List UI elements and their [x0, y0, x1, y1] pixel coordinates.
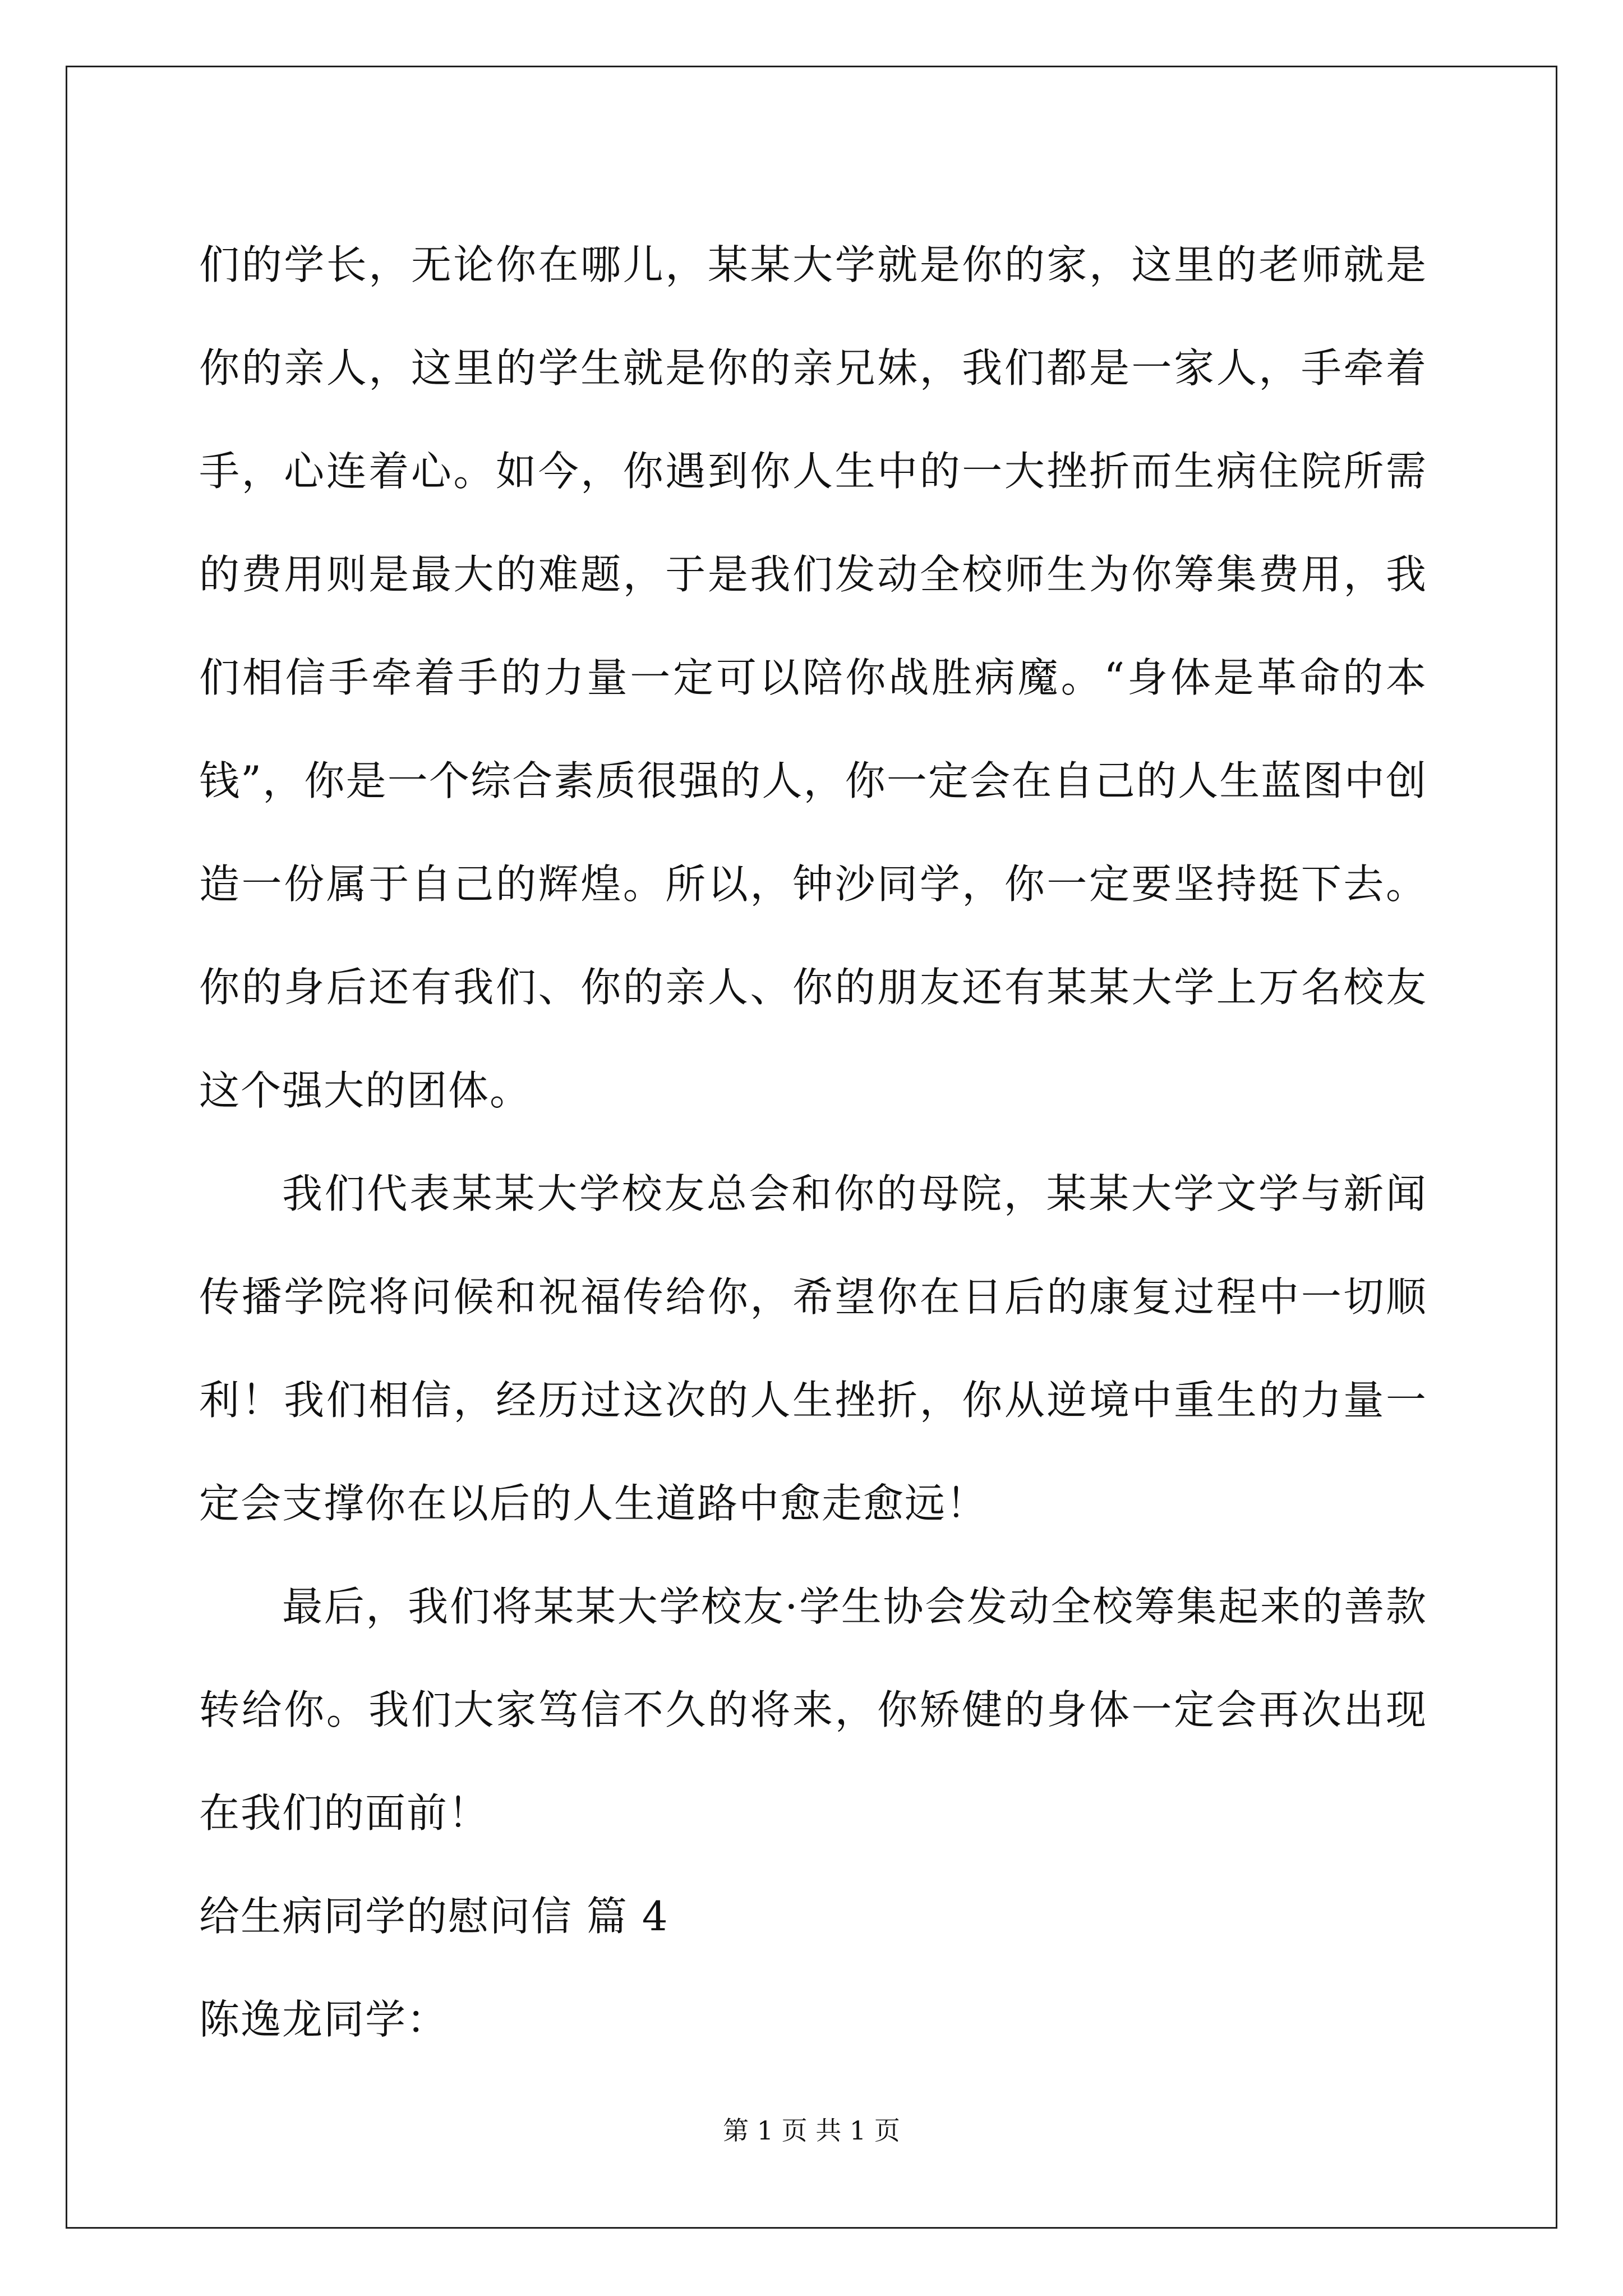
section-heading: 给生病同学的慰问信 篇 4: [199, 1893, 669, 1940]
paragraph-2: 我们代表某某大学校友总会和你的母院，某某大学文学与新闻传播学院将问候和祝福传给你，希望你在日后的康复过程中一切顺利！我们相信，经历过这次的人生挫折，你从逆境中重生的力量一定会支撑你在以后的人生道路中愈走愈远！: [199, 1170, 1427, 1527]
document-body: [199, 213, 1427, 2071]
paragraph-1: 们的学长，无论你在哪儿，某某大学就是你的家，这里的老师就是你的亲人，这里的学生就是你的亲兄妹，我们都是一家人，手牵着手，心连着心。如今，你遇到你人生中的一大挫折而生病住院所需的费用则是最大的难题，于是我们发动全校师生为你筹集费用，我们相信手牵着手的力量一定可以陪你战胜病魔。“身体是革命的本钱”，你是一个综合素质很强的人，你一定会在自己的人生蓝图中创造一份属于自己的辉煌。所以，钟沙同学，你一定要坚持挺下去。你的身后还有我们、你的亲人、你的朋友还有某某大学上万名校友这个强大的团体。: [199, 241, 1427, 1114]
salutation: 陈逸龙同学：: [199, 1996, 449, 2043]
paragraph-3: 最后，我们将某某大学校友·学生协会发动全校筹集起来的善款转给你。我们大家笃信不久的将来，你矫健的身体一定会再次出现在我们的面前！: [199, 1583, 1427, 1837]
page-footer: 第 1 页 共 1 页: [723, 2115, 900, 2146]
